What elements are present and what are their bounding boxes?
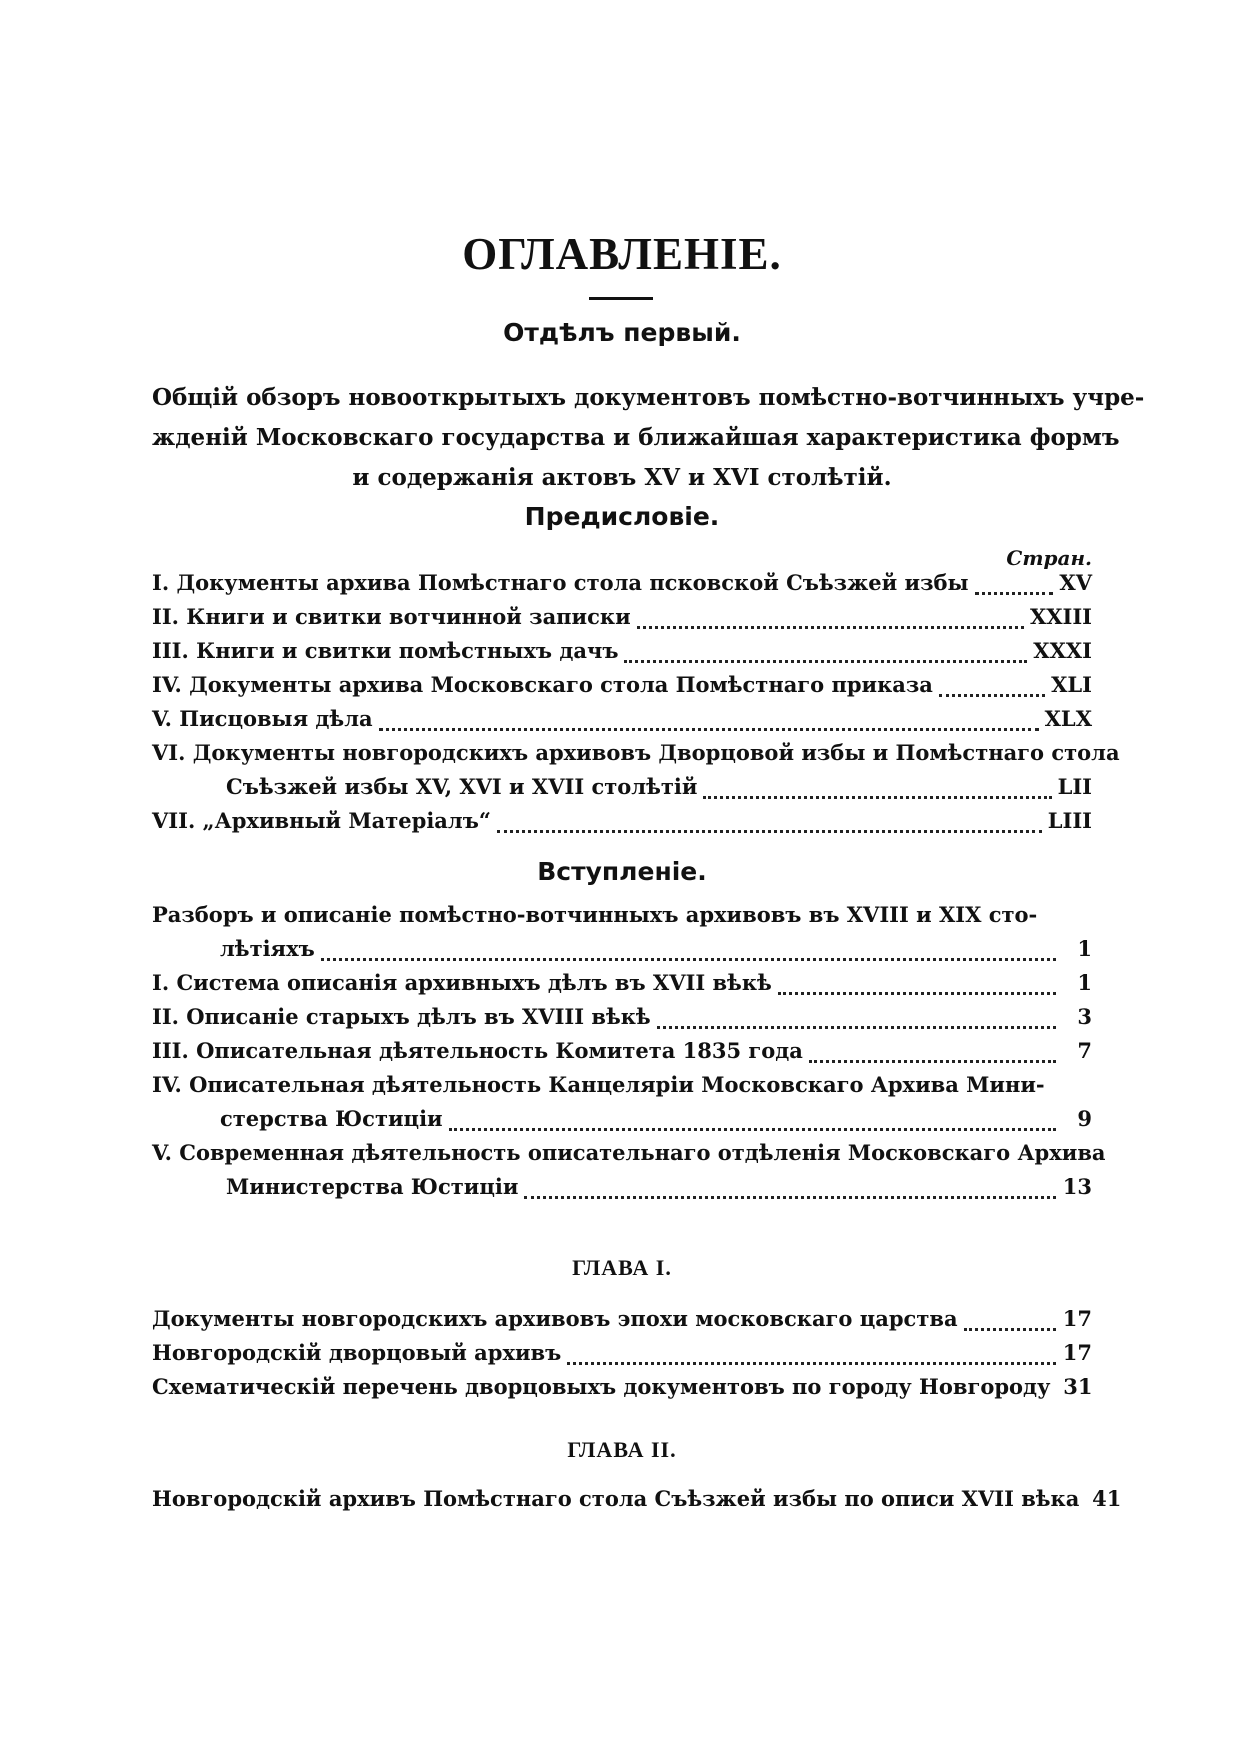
- chapter-1-toc: [152, 1306, 1092, 1408]
- introduction-heading: Вступленіе.: [537, 857, 707, 886]
- chapter-2-toc: [152, 1486, 1122, 1520]
- leader-dots: [449, 1128, 1056, 1131]
- toc-entry[interactable]: [152, 1004, 1092, 1038]
- toc-page: [152, 0, 1145, 1754]
- toc-entry-text: VII. „Архивный Матеріалъ“: [152, 808, 491, 833]
- toc-entry-text: I. Документы архива Помѣстнаго стола псковской Съѣзжей избы: [152, 570, 969, 595]
- toc-entry[interactable]: [152, 1486, 1122, 1520]
- leader-dots: [637, 626, 1024, 629]
- toc-entry-text: II. Описаніе старыхъ дѣлъ въ XVIII вѣкѣ: [152, 1004, 651, 1029]
- toc-entry-page: XXIII: [1029, 604, 1092, 629]
- toc-entry-text: лѣтіяхъ: [220, 936, 315, 961]
- toc-entry-continuation[interactable]: [152, 936, 1092, 970]
- toc-entry-text: III. Книги и свитки помѣстныхъ дачъ: [152, 638, 619, 663]
- part-description-line: и содержанія актовъ XV и XVI столѣтій.: [352, 464, 892, 491]
- toc-entry-page: 1: [1077, 936, 1092, 961]
- page-column-label: Стран.: [1006, 546, 1092, 570]
- toc-entry-page: 9: [1077, 1106, 1092, 1131]
- toc-entry-page: XLX: [1044, 706, 1092, 731]
- toc-entry[interactable]: [152, 638, 1092, 672]
- toc-entry-page: 31: [1063, 1374, 1093, 1399]
- toc-entry-continuation[interactable]: [152, 1106, 1092, 1140]
- toc-entry[interactable]: [152, 570, 1092, 604]
- toc-entry-text: V. Современная дѣятельность описательнаго отдѣленія Московскаго Архива: [152, 1140, 1106, 1165]
- toc-entry[interactable]: [152, 706, 1092, 740]
- toc-entry-page: XLI: [1051, 672, 1092, 697]
- leader-dots: [657, 1026, 1056, 1029]
- toc-entry-page: 1: [1077, 970, 1092, 995]
- toc-entry-continuation[interactable]: [152, 1174, 1092, 1208]
- toc-entry-page: XXXI: [1033, 638, 1092, 663]
- toc-entry-text: IV. Документы архива Московскаго стола Помѣстнаго приказа: [152, 672, 933, 697]
- introduction-toc: [152, 902, 1106, 1208]
- toc-entry[interactable]: [152, 970, 1092, 1004]
- toc-entry-continuation[interactable]: [152, 774, 1092, 808]
- part-heading: Отдѣлъ первый.: [503, 318, 741, 347]
- toc-entry-text: Схематическій перечень дворцовыхъ документовъ по городу Новгороду: [152, 1374, 1051, 1399]
- part-description: [152, 378, 1145, 498]
- toc-entry-text: Новгородскій дворцовый архивъ: [152, 1340, 562, 1365]
- toc-entry[interactable]: [152, 1306, 1092, 1340]
- toc-entry-text: Съѣзжей избы XV, XVI и XVII столѣтій: [226, 774, 698, 799]
- leader-dots: [778, 992, 1056, 995]
- toc-entry[interactable]: [152, 902, 1092, 936]
- toc-entry-page: 7: [1077, 1038, 1092, 1063]
- toc-entry-text: Разборъ и описаніе помѣстно-вотчинныхъ архивовъ въ XVIII и XIX сто-: [152, 902, 1038, 927]
- toc-entry-text: Новгородскій архивъ Помѣстнаго стола Съѣзжей избы по описи XVII вѣка: [152, 1486, 1080, 1511]
- toc-entry-text: IV. Описательная дѣятельность Канцеляріи Московскаго Архива Мини-: [152, 1072, 1045, 1097]
- leader-dots: [703, 796, 1051, 799]
- toc-entry-text: VI. Документы новгородскихъ архивовъ Дворцовой избы и Помѣстнаго стола: [152, 740, 1120, 765]
- leader-dots: [567, 1362, 1056, 1365]
- toc-entry[interactable]: [152, 1340, 1092, 1374]
- toc-entry-text: II. Книги и свитки вотчинной записки: [152, 604, 631, 629]
- toc-entry[interactable]: [152, 740, 1120, 774]
- toc-entry-text: I. Система описанія архивныхъ дѣлъ въ XVII вѣкѣ: [152, 970, 772, 995]
- toc-entry-text: Документы новгородскихъ архивовъ эпохи московскаго царства: [152, 1306, 958, 1331]
- leader-dots: [524, 1196, 1056, 1199]
- leader-dots: [939, 694, 1045, 697]
- leader-dots: [975, 592, 1054, 595]
- toc-entry-text: Министерства Юстиціи: [226, 1174, 519, 1199]
- title-rule: [589, 297, 653, 300]
- toc-entry[interactable]: [152, 1140, 1106, 1174]
- toc-entry-text: III. Описательная дѣятельность Комитета 1835 года: [152, 1038, 803, 1063]
- toc-entry-page: 13: [1062, 1174, 1092, 1199]
- leader-dots: [809, 1060, 1056, 1063]
- toc-entry[interactable]: [152, 1072, 1092, 1106]
- leader-dots: [964, 1328, 1056, 1331]
- leader-dots: [321, 958, 1056, 961]
- toc-entry[interactable]: [152, 808, 1092, 842]
- preface-heading: Предисловіе.: [524, 502, 720, 531]
- chapter-1-heading: ГЛАВА I.: [572, 1255, 672, 1280]
- toc-entry-page: 17: [1062, 1306, 1092, 1331]
- toc-entry[interactable]: [152, 1038, 1092, 1072]
- toc-entry-text: стерства Юстиціи: [220, 1106, 443, 1131]
- leader-dots: [497, 830, 1042, 833]
- toc-entry[interactable]: [152, 672, 1092, 706]
- preface-toc: [152, 570, 1120, 842]
- toc-entry[interactable]: [152, 1374, 1092, 1408]
- toc-entry[interactable]: [152, 604, 1092, 638]
- toc-entry-page: 17: [1062, 1340, 1092, 1365]
- part-description-line: Общій обзоръ новооткрытыхъ документовъ помѣстно-вотчинныхъ учре-: [152, 384, 1145, 411]
- chapter-2-heading: ГЛАВА II.: [567, 1437, 677, 1462]
- toc-entry-page: 41: [1092, 1486, 1122, 1511]
- leader-dots: [379, 728, 1039, 731]
- page-title: ОГЛАВЛЕНІЕ.: [462, 229, 782, 279]
- toc-entry-page: LII: [1057, 774, 1092, 799]
- part-description-line: жденій Московскаго государства и ближайшая характеристика формъ: [152, 424, 1120, 451]
- toc-entry-page: XV: [1059, 570, 1092, 595]
- toc-entry-page: 3: [1077, 1004, 1092, 1029]
- toc-entry-page: LIII: [1047, 808, 1092, 833]
- leader-dots: [624, 660, 1027, 663]
- toc-entry-text: V. Писцовыя дѣла: [152, 706, 373, 731]
